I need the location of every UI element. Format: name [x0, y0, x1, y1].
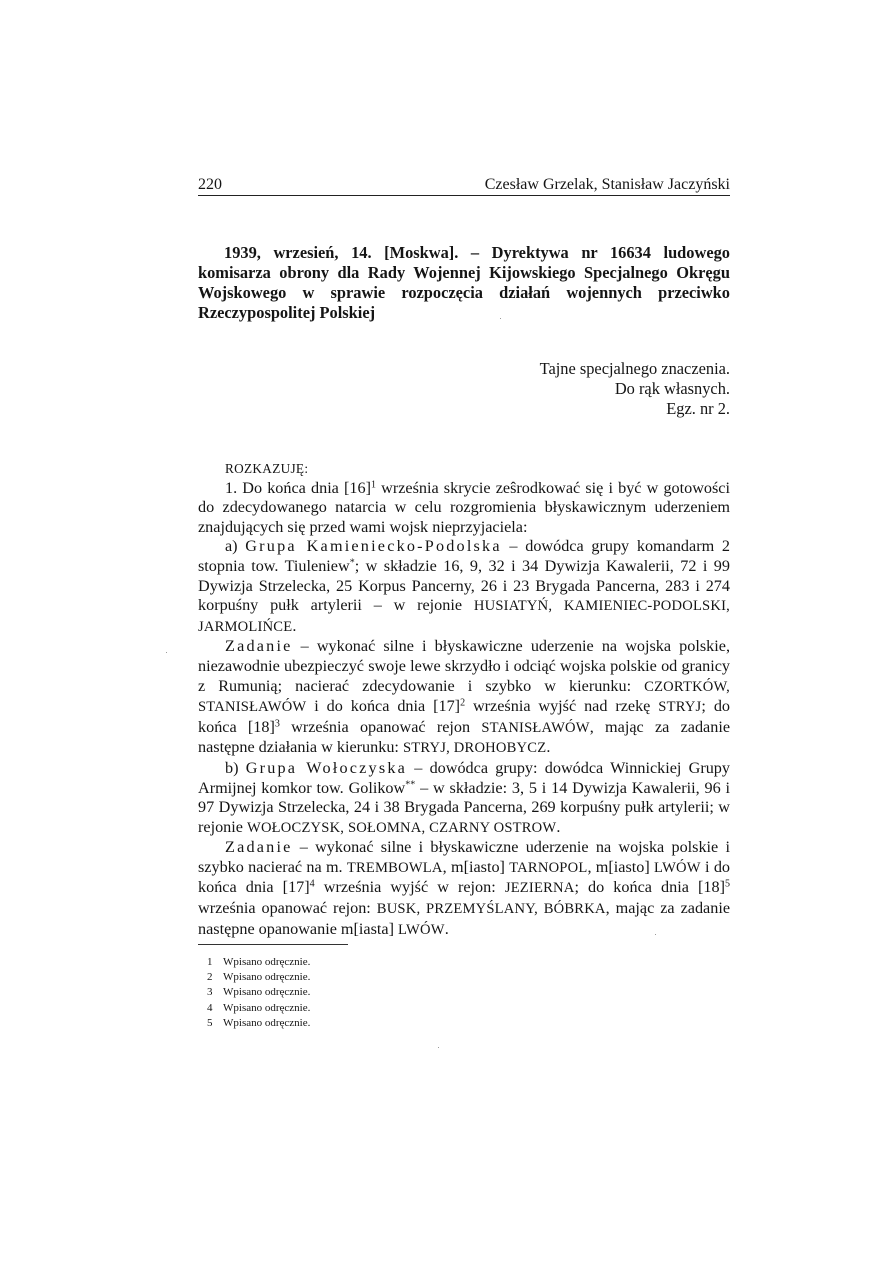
- classification-block: [420, 359, 730, 419]
- place-names: TARNOPOL: [509, 859, 588, 876]
- place-names: STRYJ: [658, 699, 702, 716]
- footnote-number: 1: [207, 956, 213, 968]
- header-authors: Czesław Grzelak, Stanisław Jaczyński: [484, 176, 730, 193]
- place-names: LWÓW: [398, 921, 445, 938]
- task-label: Zadanie: [225, 637, 293, 656]
- footnote: [207, 985, 310, 1000]
- place-names: CZORTKÓW, STANISŁAWÓW: [198, 678, 730, 716]
- footnote-ref: **: [405, 778, 416, 790]
- footnote-divider: [198, 944, 348, 945]
- document-body: [198, 459, 730, 940]
- place-names: LWÓW: [654, 859, 701, 876]
- scan-speck: [166, 652, 167, 653]
- document-title: [198, 243, 730, 323]
- classification-line: Tajne specjalnego znaczenia.: [539, 359, 730, 378]
- footnote: [207, 1001, 310, 1016]
- footnote-ref: 2: [460, 697, 466, 709]
- group-name: Grupa Wołoczyska: [245, 758, 408, 777]
- footnote-ref: *: [349, 557, 355, 569]
- place-names: HUSIATYŃ, KAMIENIEC-PODOLSKI, JARMOLIŃCE: [198, 598, 730, 635]
- classification-line: Do rąk własnych.: [614, 379, 730, 398]
- document-title-text: 1939, wrzesień, 14. [Moskwa]. – Dyrektywa nr 16634 ludowego komisarza obrony dla Rady Wojennej Kijowskiego Specjalnego Okręgu Wojskowego w sprawie rozpoczęcia działań wojennych przeciwko Rzeczypospolitej Polskiej: [198, 243, 730, 322]
- footnote-text: Wpisano odręcznie.: [223, 1001, 311, 1014]
- footnote-ref: 1: [370, 479, 376, 491]
- place-names: BUSK, PRZEMYŚLANY, BÓBRKA: [376, 901, 606, 918]
- scan-speck: [655, 934, 656, 935]
- footnote-number: 4: [207, 1001, 213, 1014]
- footnote-text: Wpisano odręcznie.: [223, 956, 311, 968]
- paragraph-task-a: Zadanie – wykonać silne i błyskawiczne uderzenie na wojska polskie, niezawodnie ubezpieczyć swoje lewe skrzydło i odciąć wojska polskie od granicy z Rumunią; nacierać zdecydowanie i szybko w kierunku: CZORTKÓW, STANISŁAWÓW i do końca dnia $[17]^2$ września wyjść nad rzekę STRYJ; do końca $[18]^3$ września opanować rejon STANISŁAWÓW, mając za zadanie następne działania w kierunku: STRYJ, DROHOBYCZ.: [198, 637, 731, 757]
- scan-speck: [438, 1047, 439, 1048]
- classification-line: Egz. nr 2.: [666, 399, 730, 418]
- footnote-ref: 3: [274, 718, 280, 730]
- order-heading: ROZKAZUJĘ:: [225, 461, 309, 476]
- footnote-ref: 4: [309, 878, 315, 890]
- footnote-text: Wpisano odręcznie.: [223, 1016, 311, 1029]
- page-number: 220: [198, 176, 222, 193]
- paragraph-task-b: Zadanie – wykonać silne i błyskawiczne uderzenie na wojska polskie i szybko nacierać na m. TREMBOWLA, m[iasto] TARNOPOL, m[iasto] LWÓW i do końca dnia $[17]^4$ września wyjść w rejon: JEZIERNA; do końca dnia $[18]^5$ września opanować rejon: BUSK, PRZEMYŚLANY, BÓBRKA, mając za zadanie następne opanowanie m[iasta] LWÓW.: [198, 838, 731, 938]
- place-names: STANISŁAWÓW: [481, 719, 590, 736]
- footnote-number: 2: [207, 971, 213, 984]
- group-name: Grupa Kamieniecko-Podolska: [245, 537, 502, 556]
- footnote-ref: 5: [724, 878, 730, 890]
- footnote: [207, 955, 310, 970]
- footnote: [207, 970, 310, 985]
- paragraph-1: 1. Do końca dnia $[16]^1$ września skrycie zeŝrodkować się i być w gotowości do zdecydowanego natarcia w celu rozgromienia błyskawicznym uderzeniem znajdujących się przed wami wojsk nieprzyjaciela:: [198, 478, 730, 536]
- place-names: TREMBOWLA: [346, 859, 443, 876]
- running-header: [198, 175, 730, 196]
- footnote-text: Wpisano odręcznie.: [223, 971, 311, 984]
- paragraph-group-b: b) Grupa Wołoczyska – dowódca grupy: dowódca Winnickiej Grupy Armijnej komkor tow. Golikow** – w składzie: 3, 5 i 14 Dywizja Kawalerii, 96 i 97 Dywizja Strzelecka, 24 i 38 Brygada Pancerna, 269 korpuśny pułk artylerii; w rejonie WOŁOCZYSK, SOŁOMNA, CZARNY OSTROW.: [198, 758, 731, 836]
- place-names: WOŁOCZYSK, SOŁOMNA, CZARNY OSTROW: [247, 819, 557, 836]
- scan-speck: [500, 318, 501, 319]
- place-names: STRYJ, DROHOBYCZ: [402, 740, 547, 757]
- task-label: Zadanie: [225, 838, 293, 857]
- footnote-number: 5: [207, 1016, 213, 1029]
- footnote: [207, 1016, 310, 1031]
- footnote-text: Wpisano odręcznie.: [223, 986, 311, 999]
- paragraph-group-a: a) Grupa Kamieniecko-Podolska – dowódca grupy komandarm 2 stopnia tow. Tiuleniew*; w składzie 16, 9, 32 i 34 Dywizja Kawalerii, 72 i 99 Dywizja Strzelecka, 25 Korpus Pancerny, 26 i 23 Brygada Pancerna, 283 i 274 korpuśny pułk artylerii – w rejonie HUSIATYŃ, KAMIENIEC-PODOLSKI, JARMOLIŃCE.: [198, 537, 730, 635]
- footnote-number: 3: [207, 986, 213, 999]
- place-names: JEZIERNA: [504, 880, 575, 897]
- footnotes: [207, 955, 310, 1031]
